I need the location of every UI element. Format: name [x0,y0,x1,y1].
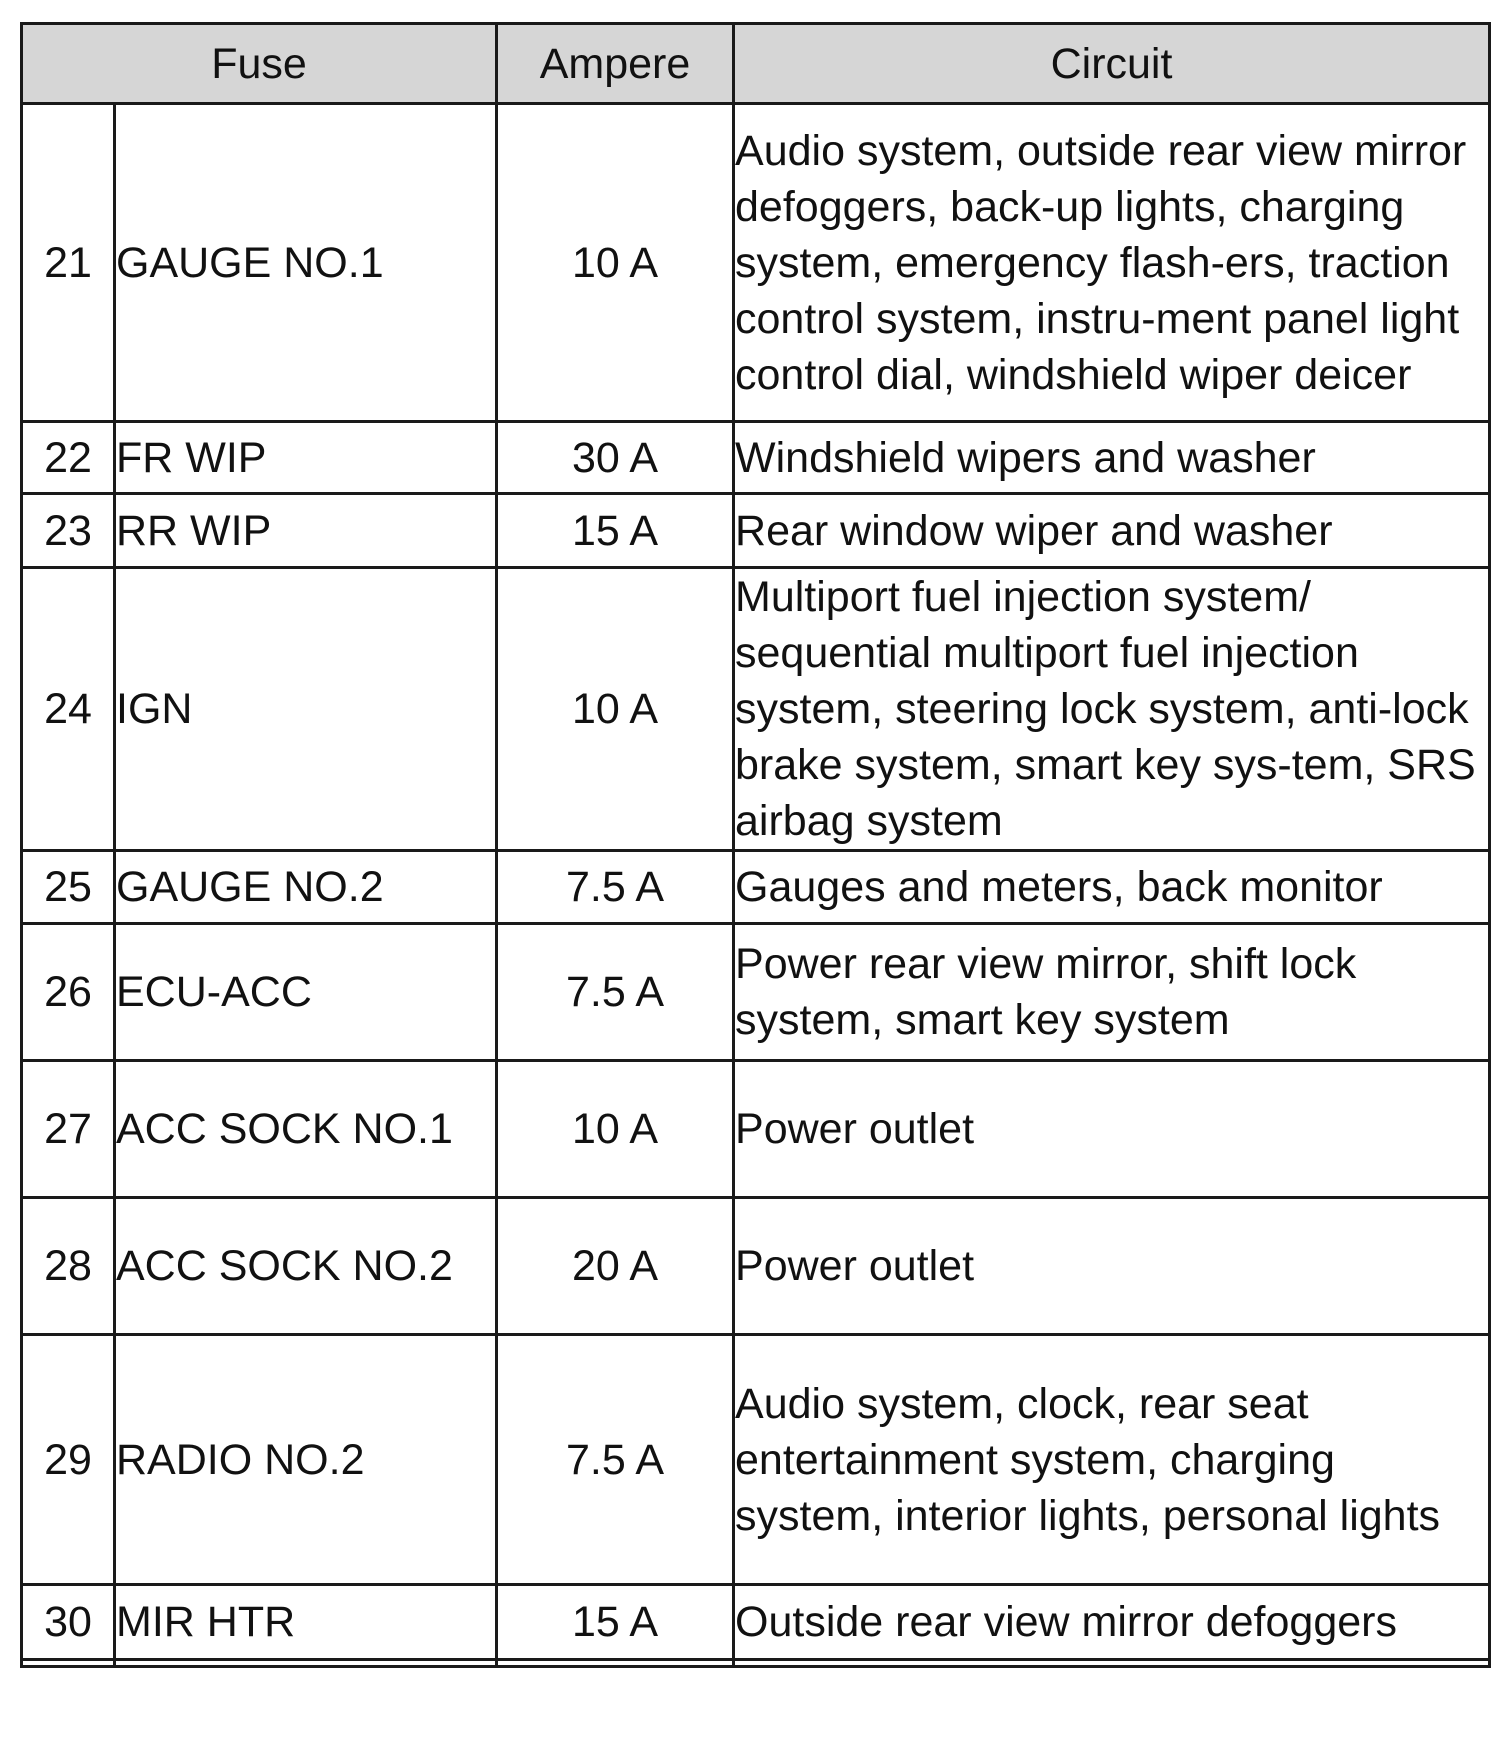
fuse-name: ACC SOCK NO.1 [115,1061,497,1198]
fuse-circuit: Rear window wiper and washer [734,494,1490,568]
fuse-ampere: 10 A [497,568,734,851]
fuse-circuit: Gauges and meters, back monitor [734,851,1490,924]
fuse-circuit: Power outlet [734,1198,1490,1335]
table-row [22,494,1490,568]
table-row [22,1198,1490,1335]
fuse-name: IGN [115,568,497,851]
table-row [22,1335,1490,1585]
fuse-circuit: Audio system, clock, rear seat entertainment system, charging system, interior lights, personal lights [734,1335,1490,1585]
header-row [22,24,1490,104]
fuse-circuit: Power rear view mirror, shift lock system, smart key system [734,924,1490,1061]
fuse-number: 28 [22,1198,115,1335]
fuse-circuit: Outside rear view mirror defoggers [734,1585,1490,1660]
fuse-name: GAUGE NO.1 [115,104,497,422]
fuse-name: GAUGE NO.2 [115,851,497,924]
table-header [22,24,1490,104]
table-row [22,1061,1490,1198]
header-ampere: Ampere [497,24,734,104]
fuse-number: 26 [22,924,115,1061]
fuse-ampere: 7.5 A [497,924,734,1061]
fuse-ampere: 10 A [497,104,734,422]
fuse-number: 27 [22,1061,115,1198]
table-row-continuation [22,1660,1490,1667]
table-row [22,568,1490,851]
fuse-name: ECU-ACC [115,924,497,1061]
table-row [22,1585,1490,1660]
fuse-name: RADIO NO.2 [115,1335,497,1585]
fuse-ampere: 10 A [497,1061,734,1198]
fuse-number: 29 [22,1335,115,1585]
fuse-table [20,22,1491,1668]
table-row [22,851,1490,924]
fuse-name: ACC SOCK NO.2 [115,1198,497,1335]
fuse-number: 24 [22,568,115,851]
fuse-number: 25 [22,851,115,924]
fuse-circuit: Power outlet [734,1061,1490,1198]
fuse-name: MIR HTR [115,1585,497,1660]
fuse-number: 30 [22,1585,115,1660]
fuse-ampere: 15 A [497,494,734,568]
fuse-ampere: 7.5 A [497,851,734,924]
table-row [22,924,1490,1061]
table-row [22,422,1490,494]
table-body [22,104,1490,1667]
header-fuse: Fuse [22,24,497,104]
fuse-ampere: 30 A [497,422,734,494]
table-cell-continuation [22,1660,115,1667]
table-cell-continuation [734,1660,1490,1667]
fuse-ampere: 15 A [497,1585,734,1660]
fuse-circuit: Multiport fuel injection system/ sequential multiport fuel injection system, steering lock system, anti-lock brake system, smart key sys-tem, SRS airbag system [734,568,1490,851]
fuse-number: 22 [22,422,115,494]
fuse-number: 21 [22,104,115,422]
table-cell-continuation [115,1660,497,1667]
fuse-circuit: Windshield wipers and washer [734,422,1490,494]
fuse-ampere: 20 A [497,1198,734,1335]
header-circuit: Circuit [734,24,1490,104]
fuse-circuit: Audio system, outside rear view mirror defoggers, back-up lights, charging system, emergency flash-ers, traction control system, instru-ment panel light control dial, windshield wiper deicer [734,104,1490,422]
fuse-ampere: 7.5 A [497,1335,734,1585]
table-cell-continuation [497,1660,734,1667]
fuse-name: RR WIP [115,494,497,568]
table-row [22,104,1490,422]
fuse-name: FR WIP [115,422,497,494]
fuse-number: 23 [22,494,115,568]
